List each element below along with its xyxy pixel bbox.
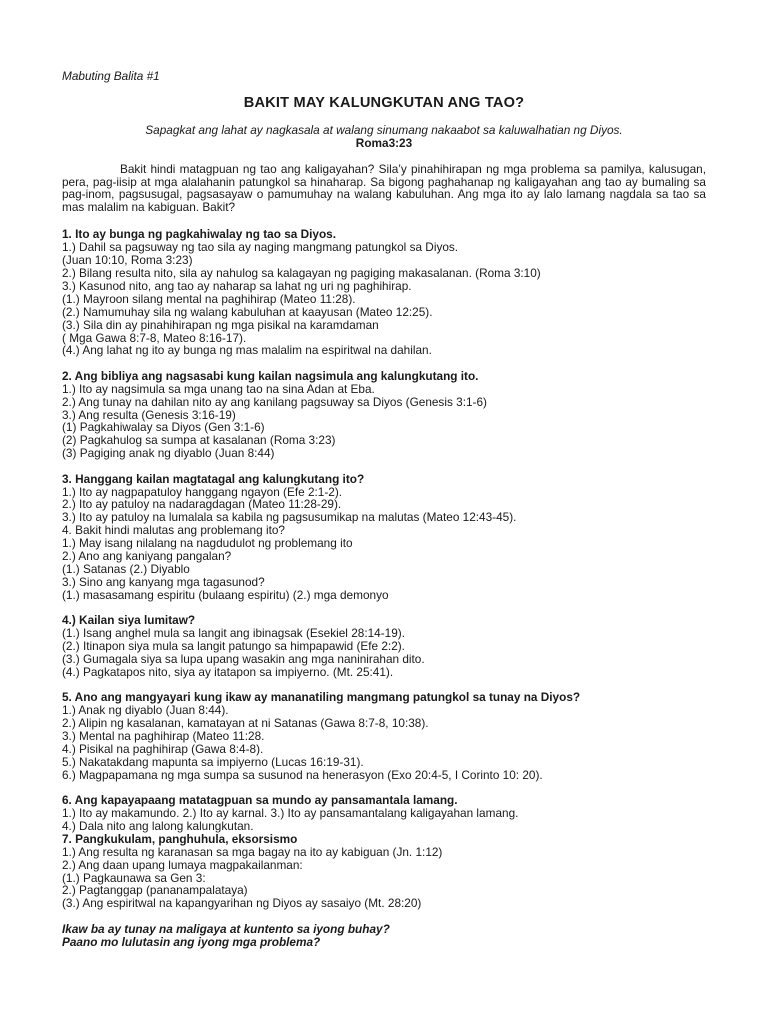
closing-line: Ikaw ba ay tunay na maligaya at kuntento sa iyong buhay?: [62, 921, 390, 936]
list-item: 5.) Nakatakdang mapunta sa impiyerno (Lucas 16:19-31).: [62, 754, 364, 769]
list-item: (2.) Itinapon siya mula sa langit patungo sa himpapawid (Efe 2:2).: [62, 639, 405, 654]
list-item: (2) Pagkahulog sa sumpa at kasalanan (Roma 3:23): [62, 433, 336, 448]
section-heading: 3. Hanggang kailan magtatagal ang kalungkutang ito?: [62, 471, 365, 486]
section-3: [62, 473, 706, 602]
list-item: (1.) masasamang espiritu (bulaang espiritu) (2.) mga demonyo: [62, 587, 389, 602]
list-item: (4.) Pagkatapos nito, siya ay itatapon sa impiyerno. (Mt. 25:41).: [62, 664, 394, 679]
section-heading: 1. Ito ay bunga ng pagkahiwalay ng tao sa Diyos.: [62, 227, 337, 242]
section-2: [62, 370, 706, 460]
list-item: 1.) Ito ay makamundo. 2.) Ito ay karnal. 3.) Ito ay pansamantalang kaligayahan lamang.: [62, 806, 519, 820]
list-item: 6.) Magpapamana ng mga sumpa sa susunod na henerasyon (Exo 20:4-5, I Corinto 10: 20).: [62, 767, 543, 782]
list-item: 3.) Ang resulta (Genesis 3:16-19): [62, 407, 236, 422]
list-item: 3.) Mental na paghihirap (Mateo 11:28.: [62, 728, 265, 743]
list-item: 2.) Alipin ng kasalanan, kamatayan at ni Satanas (Gawa 8:7-8, 10:38).: [62, 716, 429, 731]
section-6-7: [62, 794, 706, 910]
section-4: [62, 614, 706, 679]
list-item: 1.) Anak ng diyablo (Juan 8:44).: [62, 703, 229, 718]
list-item: 2.) Pagtanggap (pananampalataya): [62, 883, 248, 898]
section-1: [62, 228, 706, 357]
list-item: 3.) Ito ay patuloy na lumalala sa kabila ng pagsusumikap na malutas (Mateo 12:43-45).: [62, 510, 517, 525]
list-item: (Juan 10:10, Roma 3:23): [62, 253, 193, 268]
intro-paragraph: Bakit hindi matagpuan ng tao ang kaligayahan? Sila’y pinahihirapan ng mga problema sa pamilya, kalusugan, pera, pag-iisip at mga alalahanin patungkol sa hinaharap. Sa bigong paghahanap ng kaligayahan ang tao ay bumaling sa pag-inom, pagsusugal, pagsasayaw o pamumuhay na walang kabuluhan. Ang mga ito ay lalo lamang nagdala sa tao sa mas malalim na kabiguan. Bakit?: [62, 161, 706, 215]
list-item: 2.) Ang tunay na dahilan nito ay ang kanilang pagsuway sa Diyos (Genesis 3:1-6): [62, 394, 487, 409]
list-item: (4.) Ang lahat ng ito ay bunga ng mas malalim na espiritwal na dahilan.: [62, 343, 432, 358]
verse-reference: Roma3:23: [355, 135, 413, 150]
list-item: (1.) Satanas (2.) Diyablo: [62, 562, 190, 576]
closing-line: Paano mo lulutasin ang iyong mga problema?: [62, 934, 321, 949]
list-item: (2.) Namumuhay sila ng walang kabuluhan at kaayusan (Mateo 12:25).: [62, 304, 433, 319]
subtitle-verse: Sapagkat ang lahat ay nagkasala at walang sinumang nakaabot sa kaluwalhatian ng Diyos.: [145, 122, 623, 137]
list-item: (3) Pagiging anak ng diyablo (Juan 8:44): [62, 446, 275, 461]
list-item: ( Mga Gawa 8:7-8, Mateo 8:16-17).: [62, 330, 247, 345]
list-item: 1.) Ito ay nagsimula sa mga unang tao na sina Adan at Eba.: [62, 381, 375, 396]
closing-questions: [62, 923, 706, 949]
list-item: 2.) Ano ang kaniyang pangalan?: [62, 549, 232, 564]
list-item: 4.) Pisikal na paghihirap (Gawa 8:4-8).: [62, 741, 264, 756]
list-item: 3.) Kasunod nito, ang tao ay naharap sa lahat ng uri ng paghihirap.: [62, 278, 412, 293]
section-heading: 2. Ang bibliya ang nagsasabi kung kailan nagsimula ang kalungkutang ito.: [62, 368, 479, 383]
list-item: (3.) Sila din ay pinahihirapan ng mga pisikal na karamdaman: [62, 317, 379, 332]
list-item: (3.) Gumagala siya sa lupa upang wasakin ang mga naninirahan dito.: [62, 651, 425, 666]
section-heading: 5. Ano ang mangyayari kung ikaw ay mananatiling mangmang patungkol sa tunay na Diyos?: [62, 690, 581, 705]
list-item: 4. Bakit hindi malutas ang problemang ito?: [62, 523, 285, 538]
list-item: (1.) Isang anghel mula sa langit ang ibinagsak (Esekiel 28:14-19).: [62, 626, 405, 641]
section-5: [62, 691, 706, 781]
document-page: [62, 70, 706, 949]
list-item: 2.) Ang daan upang lumaya magpakailanman:: [62, 857, 303, 872]
list-item: 3.) Sino ang kanyang mga tagasunod?: [62, 574, 265, 589]
list-item: (1.) Pagkaunawa sa Gen 3:: [62, 870, 206, 885]
section-heading: 7. Pangkukulam, panghuhula, eksorsismo: [62, 831, 298, 846]
list-item: (1) Pagkahiwalay sa Diyos (Gen 3:1-6): [62, 420, 265, 435]
section-heading: 4.) Kailan siya lumitaw?: [62, 613, 196, 628]
list-item: 1.) May isang nilalang na nagdudulot ng problemang ito: [62, 536, 353, 551]
list-item: (3.) Ang espiritwal na kapangyarihan ng Diyos ay sasaiyo (Mt. 28:20): [62, 896, 422, 911]
list-item: 1.) Ang resulta ng karanasan sa mga bagay na ito ay kabiguan (Jn. 1:12): [62, 844, 443, 859]
list-item: 2.) Ito ay patuloy na nadaragdagan (Mateo 11:28-29).: [62, 497, 342, 512]
section-heading: 6. Ang kapayapaang matatagpuan sa mundo ay pansamantala lamang.: [62, 793, 458, 808]
list-item: 1.) Ito ay nagpapatuloy hanggang ngayon (Efe 2:1-2).: [62, 484, 343, 499]
list-item: 2.) Bilang resulta nito, sila ay nahulog sa kalagayan ng pagiging makasalanan. (Roma 3:10): [62, 265, 541, 280]
list-item: 1.) Dahil sa pagsuway ng tao sila ay naging mangmang patungkol sa Diyos.: [62, 240, 459, 255]
list-item: 4.) Dala nito ang lalong kalungkutan.: [62, 818, 254, 833]
document-title: BAKIT MAY KALUNGKUTAN ANG TAO?: [243, 94, 525, 111]
list-item: (1.) Mayroon silang mental na paghihirap (Mateo 11:28).: [62, 291, 356, 306]
header-label: Mabuting Balita #1: [62, 69, 160, 83]
